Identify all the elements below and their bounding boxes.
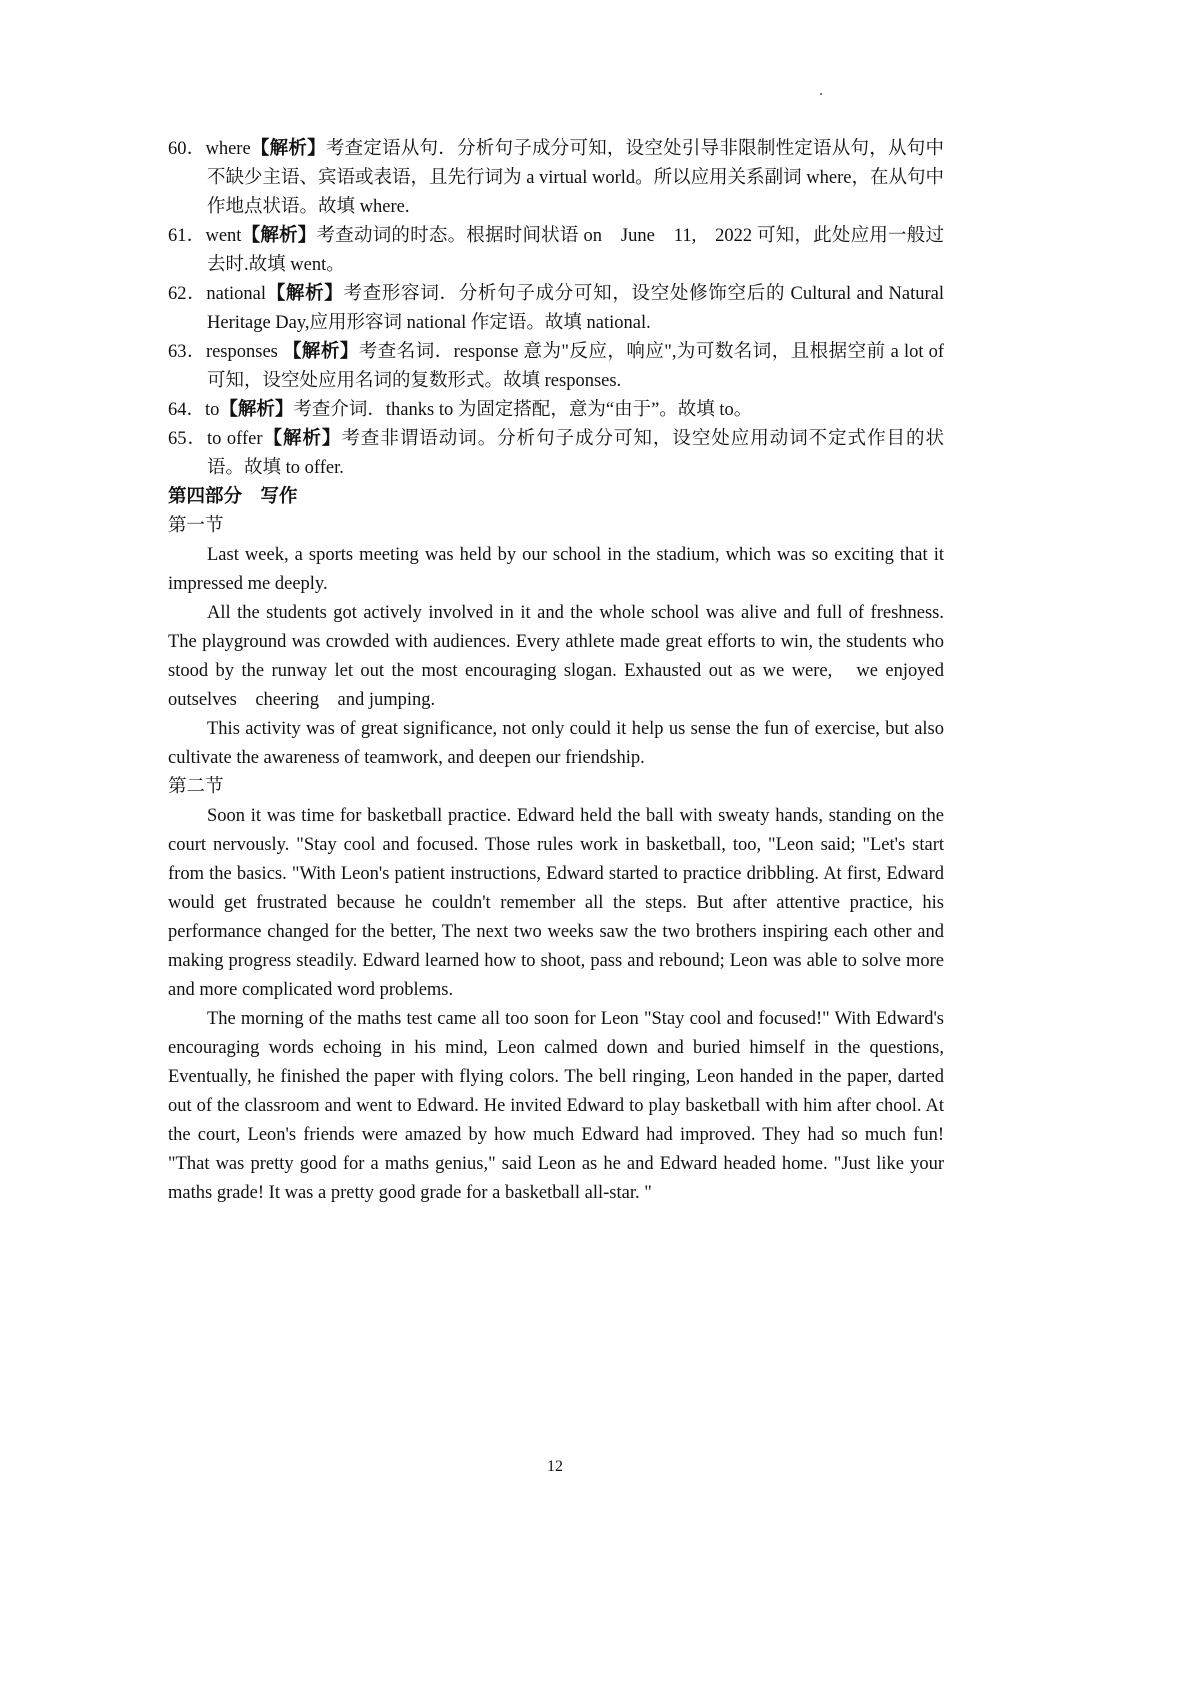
section1-paragraph: All the students got actively involved in it and the whole school was alive and full of freshness. The playground was crowded with audiences. Every athlete made great efforts to win, the students who stood by the runway let out the most encouraging slogan. Exhausted out as we were, we enjoyed outselves cheering and jumping. (168, 603, 944, 710)
answer-number: 65． (168, 429, 207, 449)
answer-word: went (205, 226, 242, 246)
answer-number: 60． (168, 139, 206, 159)
analysis-text: 考查介词．thanks to 为固定搭配，意为“由于”。故填 to。 (293, 400, 753, 420)
section2-title: 第二节 (168, 777, 224, 797)
answer-item (168, 135, 944, 222)
document-body (168, 135, 944, 1208)
answer-word: where (205, 139, 251, 159)
answer-item (168, 396, 944, 425)
answer-item (168, 222, 944, 280)
answer-item (168, 280, 944, 338)
part-title: 第四部分 写作 (168, 487, 298, 507)
analysis-text: 考查动词的时态。根据时间状语 on June 11, 2022 可知，此处应用一般过去时.故填 went。 (207, 226, 944, 275)
answer-word: national (206, 284, 266, 304)
answer-number: 64． (168, 400, 206, 420)
analysis-tag: 【解析】 (219, 400, 294, 420)
answer-item (168, 338, 944, 396)
analysis-tag: 【解析】 (262, 429, 342, 449)
section2-paragraph: The morning of the maths test came all too soon for Leon "Stay cool and focused!" With Edward's encouraging words echoing in his mind, Leon calmed down and buried himself in the questions, Eventually, he finished the paper with flying colors. The bell ringing, Leon handed in the paper, darted out of the classroom and went to Edward. He invited Edward to play basketball with him after chool. At the court, Leon's friends were amazed by how much Edward had improved. They had so much fun! "That was pretty good for a maths genius," said Leon as he and Edward headed home. "Just like your maths grade! It was a pretty good grade for a basketball all-star. " (168, 1009, 944, 1203)
section1-title: 第一节 (168, 516, 224, 536)
analysis-tag: 【解析】 (250, 139, 326, 159)
answer-word: to offer (206, 429, 263, 449)
answer-item (168, 425, 944, 483)
header-dot (820, 93, 822, 95)
analysis-text: 考查名词．response 意为"反应，响应",为可数名词，且根据空前 a lot of 可知，设空处应用名词的复数形式。故填 responses. (207, 342, 944, 391)
page-number: 12 (547, 1458, 563, 1475)
analysis-text: 考查形容词．分析句子成分可知，设空处修饰空后的 Cultural and Natural Heritage Day,应用形容词 national 作定语。故填 national. (207, 284, 944, 333)
section1-paragraph: Last week, a sports meeting was held by our school in the stadium, which was so exciting that it impressed me deeply. (168, 545, 944, 594)
answer-number: 62． (168, 284, 207, 304)
section2-paragraph: Soon it was time for basketball practice. Edward held the ball with sweaty hands, standing on the court nervously. "Stay cool and focused. Those rules work in basketball, too, "Leon said; "Let's start from the basics. "With Leon's patient instructions, Edward started to practice dribbling. At first, Edward would get frustrated because he couldn't remember all the steps. But after attentive practice, his performance changed for the better, The next two weeks saw the two brothers inspiring each other and making progress steadily. Edward learned how to shoot, pass and rebound; Leon was able to solve more and more complicated word problems. (168, 806, 944, 1000)
answer-number: 61． (168, 226, 206, 246)
analysis-tag: 【解析】 (241, 226, 317, 246)
answer-word: responses (205, 342, 283, 362)
section1-paragraph: This activity was of great significance, not only could it help us sense the fun of exercise, but also cultivate the awareness of teamwork, and deepen our friendship. (168, 719, 944, 768)
analysis-text: 考查定语从句．分析句子成分可知，设空处引导非限制性定语从句，从句中不缺少主语、宾语或表语，且先行词为 a virtual world。所以应用关系副词 where，在从句中作地点状语。故填 where. (207, 139, 944, 217)
analysis-text: 考查非谓语动词。分析句子成分可知，设空处应用动词不定式作目的状语。故填 to offer. (207, 429, 944, 478)
answer-list (168, 135, 944, 483)
analysis-tag: 【解析】 (282, 342, 359, 362)
answer-number: 63． (168, 342, 206, 362)
answer-word: to (205, 400, 220, 420)
analysis-tag: 【解析】 (266, 284, 344, 304)
